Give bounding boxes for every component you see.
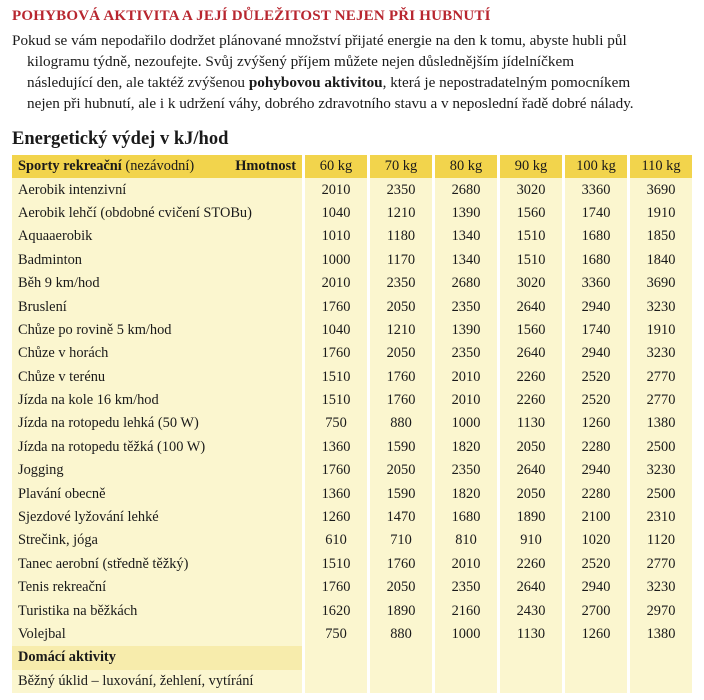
energy-value: 3230 [627,295,692,318]
energy-value: 1210 [367,202,432,225]
activity-name: Chůze po rovině 5 km/hod [12,319,302,342]
table-row [12,389,692,412]
intro-paragraph [12,30,688,114]
energy-value: 1760 [302,459,367,482]
activity-name: Turistika na běžkách [12,599,302,622]
energy-value: 2940 [562,295,627,318]
energy-value: 1850 [627,225,692,248]
energy-value: 1680 [432,506,497,529]
activity-name: Aerobik lehčí (obdobné cvičení STOBu) [12,202,302,225]
energy-value: 1510 [302,366,367,389]
energy-value: 2680 [432,178,497,201]
empty-cell [562,646,627,669]
energy-value: 2500 [627,436,692,459]
energy-value: 2350 [367,272,432,295]
intro-line [12,72,688,93]
table-row [12,202,692,225]
activity-name: Jogging [12,459,302,482]
table-row [12,482,692,505]
energy-value: 1510 [302,553,367,576]
energy-value: 1210 [367,319,432,342]
activity-name: Jízda na rotopedu lehká (50 W) [12,412,302,435]
activity-name: Badminton [12,249,302,272]
energy-value: 1740 [562,202,627,225]
energy-value: 1380 [627,623,692,646]
energy-value: 1890 [367,599,432,622]
energy-value: 880 [367,412,432,435]
energy-value: 1020 [562,529,627,552]
section-label: Domácí aktivity [12,646,302,669]
energy-value: 2010 [432,366,497,389]
header-weight-70: 70 kg [367,155,432,178]
table-row [12,576,692,599]
energy-value: 1170 [367,249,432,272]
activity-name: Aquaaerobik [12,225,302,248]
activity-name: Tanec aerobní (středně těžký) [12,553,302,576]
energy-value: 2310 [627,506,692,529]
article-heading: POHYBOVÁ AKTIVITA A JEJÍ DŮLEŽITOST NEJEN PŘI HUBNUTÍ [12,8,491,24]
table-row [12,553,692,576]
energy-value: 2010 [302,178,367,201]
energy-value: 2260 [497,389,562,412]
energy-value: 750 [302,623,367,646]
energy-value: 1820 [432,482,497,505]
activity-name: Plavání obecně [12,482,302,505]
energy-value: 1390 [432,319,497,342]
energy-value: 2160 [432,599,497,622]
energy-value: 2700 [562,599,627,622]
activity-name: Chůze v horách [12,342,302,365]
energy-value: 3020 [497,178,562,201]
energy-value: 2350 [432,295,497,318]
energy-value: 2100 [562,506,627,529]
energy-value: 2640 [497,459,562,482]
energy-value [367,670,432,693]
energy-value: 1760 [302,295,367,318]
energy-value: 1040 [302,202,367,225]
energy-value: 1910 [627,202,692,225]
energy-value: 1510 [497,249,562,272]
energy-value: 610 [302,529,367,552]
energy-value: 1000 [432,412,497,435]
energy-value: 1340 [432,249,497,272]
energy-value: 2770 [627,553,692,576]
energy-value: 1040 [302,319,367,342]
energy-value: 1760 [367,366,432,389]
activity-name: Jízda na kole 16 km/hod [12,389,302,412]
energy-value: 1760 [302,342,367,365]
empty-cell [432,646,497,669]
table-row [12,225,692,248]
header-weight-110: 110 kg [627,155,692,178]
energy-value: 2940 [562,342,627,365]
header-weight-80: 80 kg [432,155,497,178]
header-weight-label: Hmotnost [235,158,296,175]
energy-value: 880 [367,623,432,646]
energy-value: 2940 [562,576,627,599]
energy-value: 2940 [562,459,627,482]
energy-value: 2260 [497,366,562,389]
energy-value: 1620 [302,599,367,622]
table-row [12,459,692,482]
table-row [12,272,692,295]
table-row [12,178,692,201]
energy-value: 1820 [432,436,497,459]
activity-name: Běh 9 km/hod [12,272,302,295]
energy-value: 1910 [627,319,692,342]
activity-name: Bruslení [12,295,302,318]
energy-value: 2350 [367,178,432,201]
intro-bold-text: pohybovou aktivitou [248,74,383,91]
table-row [12,342,692,365]
energy-value: 810 [432,529,497,552]
energy-value: 1360 [302,482,367,505]
energy-value: 2640 [497,576,562,599]
energy-value [627,670,692,693]
energy-value: 2770 [627,366,692,389]
energy-value: 2680 [432,272,497,295]
energy-value: 2050 [367,576,432,599]
energy-value: 1000 [432,623,497,646]
energy-value: 1360 [302,436,367,459]
energy-value: 1510 [302,389,367,412]
energy-value: 1260 [302,506,367,529]
energy-value: 2520 [562,389,627,412]
table-row [12,412,692,435]
energy-value: 1380 [627,412,692,435]
energy-value [302,670,367,693]
intro-line: kilogramu týdně, nezoufejte. Svůj zvýšený příjem můžete nejen důslednějším jídelníčkem [27,53,575,70]
header-weight-100: 100 kg [562,155,627,178]
energy-value: 1740 [562,319,627,342]
energy-value: 910 [497,529,562,552]
header-sports-label: Sporty rekreační [18,158,122,175]
energy-value [562,670,627,693]
energy-value: 2050 [497,482,562,505]
table-row [12,623,692,646]
energy-value: 750 [302,412,367,435]
energy-value: 2350 [432,576,497,599]
energy-value: 2010 [432,389,497,412]
energy-value: 1180 [367,225,432,248]
energy-value: 2280 [562,482,627,505]
header-weight-60: 60 kg [302,155,367,178]
energy-value [432,670,497,693]
activity-name: Chůze v terénu [12,366,302,389]
header-sports-sub: (nezávodní) [125,158,195,175]
energy-value: 2500 [627,482,692,505]
table-row [12,249,692,272]
energy-value: 2640 [497,295,562,318]
energy-value: 2050 [367,459,432,482]
table-body [12,178,692,693]
energy-value: 1130 [497,623,562,646]
energy-value: 1760 [302,576,367,599]
energy-value: 1340 [432,225,497,248]
activity-name: Strečink, jóga [12,529,302,552]
energy-table [12,155,692,693]
empty-cell [367,646,432,669]
intro-text: , která je nepostradatelným pomocníkem [382,74,631,91]
table-row [12,529,692,552]
empty-cell [627,646,692,669]
header-weight-90: 90 kg [497,155,562,178]
energy-value: 1560 [497,319,562,342]
energy-value: 2430 [497,599,562,622]
energy-value: 2050 [497,436,562,459]
energy-value: 3690 [627,272,692,295]
energy-value: 2970 [627,599,692,622]
energy-value: 1010 [302,225,367,248]
energy-value: 2350 [432,459,497,482]
energy-value: 1130 [497,412,562,435]
activity-name: Běžný úklid – luxování, žehlení, vytírání [12,670,302,693]
energy-value: 2520 [562,553,627,576]
intro-text: následující den, ale taktéž zvýšenou [27,74,249,91]
energy-value: 2010 [302,272,367,295]
energy-value: 3230 [627,576,692,599]
energy-value: 1510 [497,225,562,248]
energy-value: 3230 [627,342,692,365]
energy-value: 1560 [497,202,562,225]
table-title: Energetický výdej v kJ/hod [12,129,229,149]
table-header-row [12,155,692,178]
energy-value: 2010 [432,553,497,576]
energy-value: 1260 [562,412,627,435]
energy-value: 2260 [497,553,562,576]
table-row [12,366,692,389]
energy-value: 1470 [367,506,432,529]
activity-name: Tenis rekreační [12,576,302,599]
activity-name: Aerobik intenzivní [12,178,302,201]
energy-value: 1590 [367,436,432,459]
energy-value: 2280 [562,436,627,459]
header-activity-cell [12,155,302,178]
energy-value: 710 [367,529,432,552]
energy-value: 1680 [562,225,627,248]
table-row [12,319,692,342]
energy-value: 1840 [627,249,692,272]
energy-value: 1760 [367,389,432,412]
energy-value [497,670,562,693]
empty-cell [302,646,367,669]
energy-value: 2350 [432,342,497,365]
energy-value: 2050 [367,295,432,318]
energy-value: 1390 [432,202,497,225]
empty-cell [497,646,562,669]
energy-value: 2050 [367,342,432,365]
table-row [12,436,692,459]
energy-value: 3690 [627,178,692,201]
table-row [12,295,692,318]
intro-line: Pokud se vám nepodařilo dodržet plánované množství přijaté energie na den k tomu, abyste hubli půl [12,32,627,49]
energy-value: 2520 [562,366,627,389]
energy-value: 1760 [367,553,432,576]
energy-value: 1890 [497,506,562,529]
energy-value: 1260 [562,623,627,646]
energy-value: 2640 [497,342,562,365]
energy-value: 1680 [562,249,627,272]
intro-line: nejen při hubnutí, ale i k udržení váhy, dobrého zdravotního stavu a v neposlední řadě dobré nálady. [27,95,634,112]
energy-value: 3360 [562,272,627,295]
energy-value: 3360 [562,178,627,201]
energy-value: 2770 [627,389,692,412]
section-header-row [12,646,692,669]
table-row [12,599,692,622]
table-row [12,670,692,693]
energy-value: 3020 [497,272,562,295]
energy-value: 1000 [302,249,367,272]
energy-value: 1590 [367,482,432,505]
energy-value: 1120 [627,529,692,552]
activity-name: Volejbal [12,623,302,646]
activity-name: Jízda na rotopedu těžká (100 W) [12,436,302,459]
table-row [12,506,692,529]
activity-name: Sjezdové lyžování lehké [12,506,302,529]
energy-value: 3230 [627,459,692,482]
